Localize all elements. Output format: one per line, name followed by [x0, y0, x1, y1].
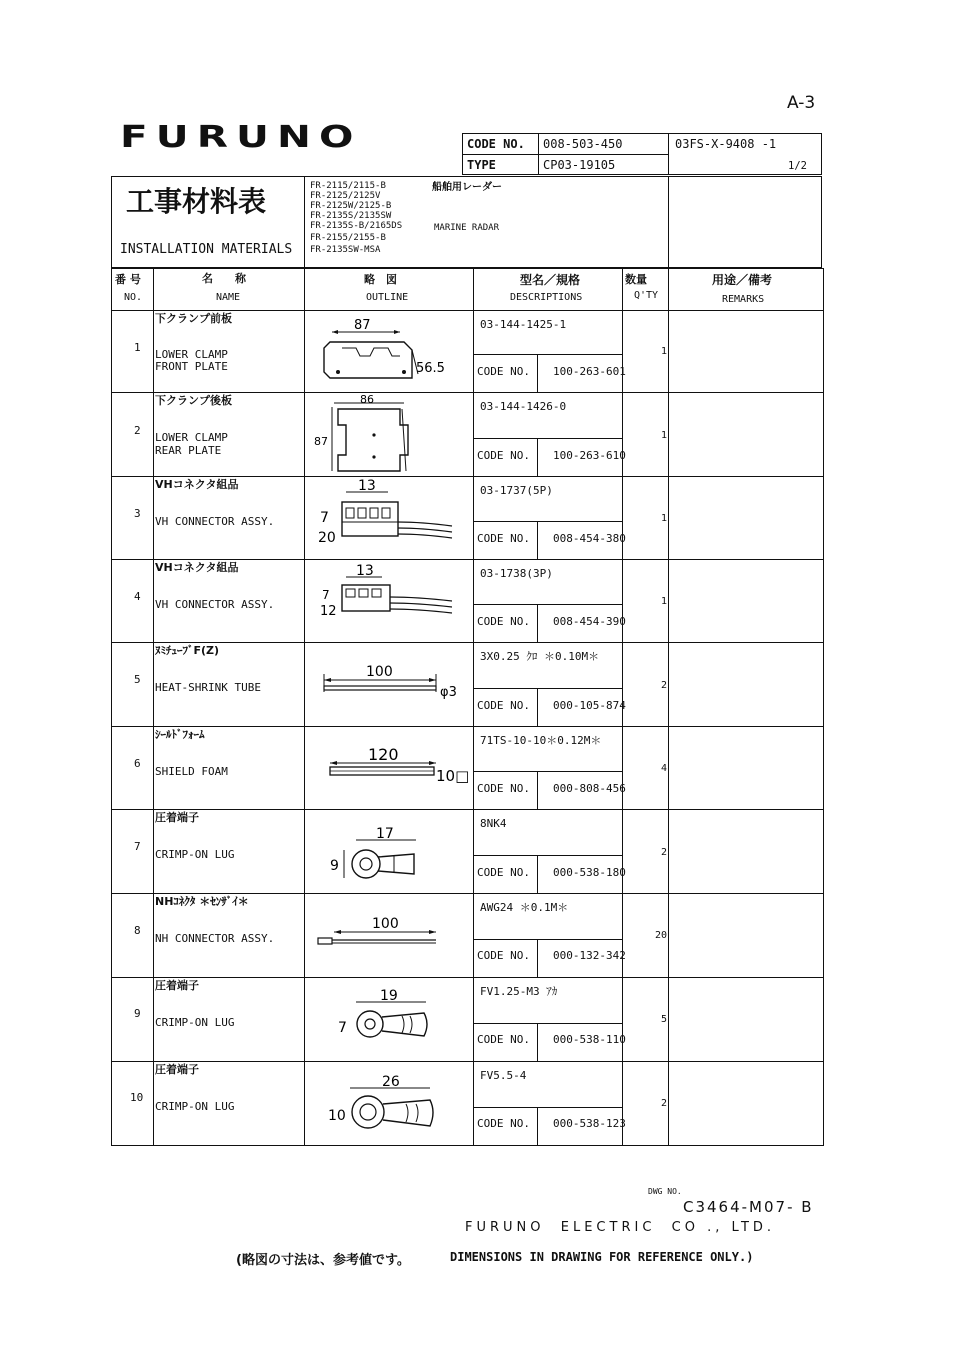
dim-label: 100: [372, 916, 399, 932]
equipment-en: MARINE RADAR: [434, 223, 500, 233]
dim-label: 7: [320, 510, 329, 526]
col-name-en: NAME: [216, 292, 241, 303]
dim-label: 120: [368, 745, 399, 764]
col-qty-en: Q'TY: [634, 290, 659, 301]
doc-ref: 03FS-X-9408 -1: [675, 137, 777, 151]
model-7: FR-2135SW-MSA: [310, 245, 381, 255]
dim-label: φ3: [440, 685, 457, 700]
col-remarks-en: REMARKS: [722, 294, 765, 305]
model-4: FR-2135S/2135SW: [310, 211, 392, 221]
col-no-en: NO.: [124, 292, 143, 303]
model-1: FR-2115/2115-B: [310, 181, 386, 191]
code-label: CODE NO.: [477, 782, 530, 795]
dwg-number: C3464-M07- B: [683, 1198, 814, 1216]
code-label: CODE NO.: [477, 449, 530, 462]
dim-label: 86: [360, 395, 374, 406]
dim-label: 26: [382, 1074, 400, 1090]
item-name-jp: 圧着端子: [155, 979, 199, 992]
item-name-jp: 下クランプ後板: [155, 394, 232, 407]
item-description: 03-1737(5P): [480, 484, 553, 497]
code-label: CODE NO.: [477, 532, 530, 545]
item-code: 100-263-610: [553, 449, 626, 462]
dim-label: 13: [356, 563, 374, 579]
item-no: 5: [134, 673, 141, 686]
item-no: 10: [130, 1091, 144, 1104]
code-no-value: 008-503-450: [543, 137, 623, 151]
item-description: FV1.25-M3 ｱｶ: [480, 985, 558, 998]
item-name-en: LOWER CLAMP: [155, 348, 228, 361]
type-value: CP03-19105: [543, 158, 616, 172]
outline-lower-clamp-front: [312, 314, 467, 390]
item-code: 100-263-601: [553, 365, 626, 378]
dim-label: 87: [314, 435, 328, 448]
item-description: 03-1738(3P): [480, 567, 553, 580]
dim-label: 13: [358, 478, 376, 494]
company-logo: FURUNO: [120, 120, 362, 155]
col-no-jp: 番 号: [115, 273, 141, 286]
item-code: 000-105-874: [553, 699, 626, 712]
item-name-en: SHIELD FOAM: [155, 765, 228, 778]
item-no: 1: [134, 341, 141, 354]
outline-vh-connector-3p: [312, 561, 467, 641]
item-no: 4: [134, 590, 141, 603]
code-label: CODE NO.: [477, 615, 530, 628]
item-no: 8: [134, 924, 141, 937]
model-2: FR-2125/2125V: [310, 191, 381, 201]
dim-label: 10□: [436, 767, 470, 785]
dim-label: 20: [318, 530, 336, 546]
item-qty: 1: [661, 430, 668, 441]
code-no-label: CODE NO.: [467, 137, 525, 151]
outline-crimp-on-lug-fv125: [312, 980, 467, 1060]
item-name-jp: ｼｰﾙﾄﾞﾌｫｰﾑ: [155, 728, 205, 741]
page-number: A-3: [787, 93, 816, 113]
dim-label: 56.5: [416, 361, 445, 376]
item-description: 03-144-1426-0: [480, 400, 567, 413]
item-description: 71TS-10-10＊0.12M＊: [480, 734, 602, 747]
dim-label: 12: [320, 604, 337, 619]
type-label: TYPE: [467, 158, 496, 172]
item-code: 008-454-390: [553, 615, 626, 628]
code-label: CODE NO.: [477, 949, 530, 962]
item-code: 000-808-456: [553, 782, 626, 795]
item-qty: 5: [661, 1014, 668, 1025]
dim-label: 7: [338, 1020, 347, 1036]
outline-crimp-on-lug-8nk4: [312, 812, 467, 892]
item-no: 9: [134, 1007, 141, 1020]
dim-label: 87: [354, 318, 371, 333]
col-outline-en: OUTLINE: [366, 292, 409, 303]
item-code: 000-538-110: [553, 1033, 626, 1046]
title-en: INSTALLATION MATERIALS: [120, 242, 293, 257]
col-desc-jp: 型名／規格: [520, 273, 581, 287]
code-label: CODE NO.: [477, 699, 530, 712]
item-name-jp: 下クランプ前板: [155, 312, 232, 325]
equipment-jp: 船舶用レーダー: [432, 182, 502, 193]
company-name: FURUNO ELECTRIC CO ., LTD.: [465, 1220, 776, 1235]
model-3: FR-2125W/2125-B: [310, 201, 392, 211]
outline-shield-foam: [312, 729, 472, 807]
item-name-en: NH CONNECTOR ASSY.: [155, 932, 275, 945]
item-description: 8NK4: [480, 817, 507, 830]
item-qty: 1: [661, 346, 668, 357]
note-jp: (略図の寸法は、参考値です。: [236, 1253, 410, 1268]
dim-label: 7: [322, 588, 330, 602]
item-code: 008-454-380: [553, 532, 626, 545]
item-description: 03-144-1425-1: [480, 318, 567, 331]
item-qty: 2: [661, 847, 668, 858]
materials-table: [111, 268, 824, 1146]
model-6: FR-2155/2155-B: [310, 233, 386, 243]
outline-nh-connector: [312, 896, 472, 976]
item-code: 000-132-342: [553, 949, 626, 962]
col-remarks-jp: 用途／備考: [712, 273, 773, 287]
sheet-number: 1/2: [788, 160, 807, 172]
code-label: CODE NO.: [477, 866, 530, 879]
item-name-en-2: FRONT PLATE: [155, 360, 228, 373]
item-name-jp: VHコネクタ組品: [155, 561, 239, 574]
item-name-en: VH CONNECTOR ASSY.: [155, 515, 275, 528]
dim-label: 17: [376, 826, 394, 842]
item-qty: 1: [661, 596, 668, 607]
item-qty: 2: [661, 1098, 668, 1109]
item-name-jp: NHｺﾈｸﾀ ＊ｾﾝｻﾞｲ＊: [155, 895, 249, 908]
code-label: CODE NO.: [477, 365, 530, 378]
title-jp: 工事材料表: [126, 185, 267, 218]
item-no: 6: [134, 757, 141, 770]
dim-label: 10: [328, 1108, 346, 1124]
header-code-table: [462, 133, 822, 175]
item-description: 3X0.25 ｸﾛ ＊0.10M＊: [480, 650, 600, 663]
item-qty: 1: [661, 513, 668, 524]
col-outline-jp: 略 図: [364, 273, 397, 286]
code-label: CODE NO.: [477, 1117, 530, 1130]
col-name-jp: 名 称: [202, 272, 246, 285]
note-en: DIMENSIONS IN DRAWING FOR REFERENCE ONLY.): [450, 1250, 754, 1264]
model-5: FR-2135S-B/2165DS: [310, 221, 403, 231]
item-description: AWG24 ＊0.1M＊: [480, 901, 569, 914]
item-name-en: CRIMP-ON LUG: [155, 1100, 235, 1113]
item-name-jp: ﾇﾐﾁｭｰﾌﾞF(Z): [155, 644, 220, 657]
item-no: 2: [134, 424, 141, 437]
dim-label: 19: [380, 988, 398, 1004]
code-label: CODE NO.: [477, 1033, 530, 1046]
item-name-en: VH CONNECTOR ASSY.: [155, 598, 275, 611]
col-desc-en: DESCRIPTIONS: [510, 292, 583, 303]
title-block: [111, 176, 822, 268]
item-description: FV5.5-4: [480, 1069, 527, 1082]
outline-lower-clamp-rear: [312, 395, 467, 475]
item-qty: 2: [661, 680, 668, 691]
item-code: 000-538-123: [553, 1117, 626, 1130]
dim-label: 9: [330, 858, 339, 874]
item-name-jp: VHコネクタ組品: [155, 478, 239, 491]
item-no: 3: [134, 507, 141, 520]
dim-label: 100: [366, 664, 393, 680]
item-name-en: CRIMP-ON LUG: [155, 848, 235, 861]
item-name-en: LOWER CLAMP: [155, 431, 228, 444]
item-name-en: CRIMP-ON LUG: [155, 1016, 235, 1029]
dwg-label: DWG NO.: [648, 1187, 682, 1196]
item-code: 000-538-180: [553, 866, 626, 879]
col-qty-jp: 数量: [625, 273, 647, 286]
outline-heat-shrink-tube: [312, 646, 472, 724]
item-qty: 20: [655, 930, 668, 941]
item-name-jp: 圧着端子: [155, 811, 199, 824]
outline-crimp-on-lug-fv55: [312, 1064, 467, 1144]
outline-vh-connector-5p: [312, 478, 467, 558]
item-no: 7: [134, 840, 141, 853]
item-qty: 4: [661, 763, 668, 774]
item-name-jp: 圧着端子: [155, 1063, 199, 1076]
item-name-en: HEAT-SHRINK TUBE: [155, 681, 261, 694]
item-name-en-2: REAR PLATE: [155, 444, 222, 457]
